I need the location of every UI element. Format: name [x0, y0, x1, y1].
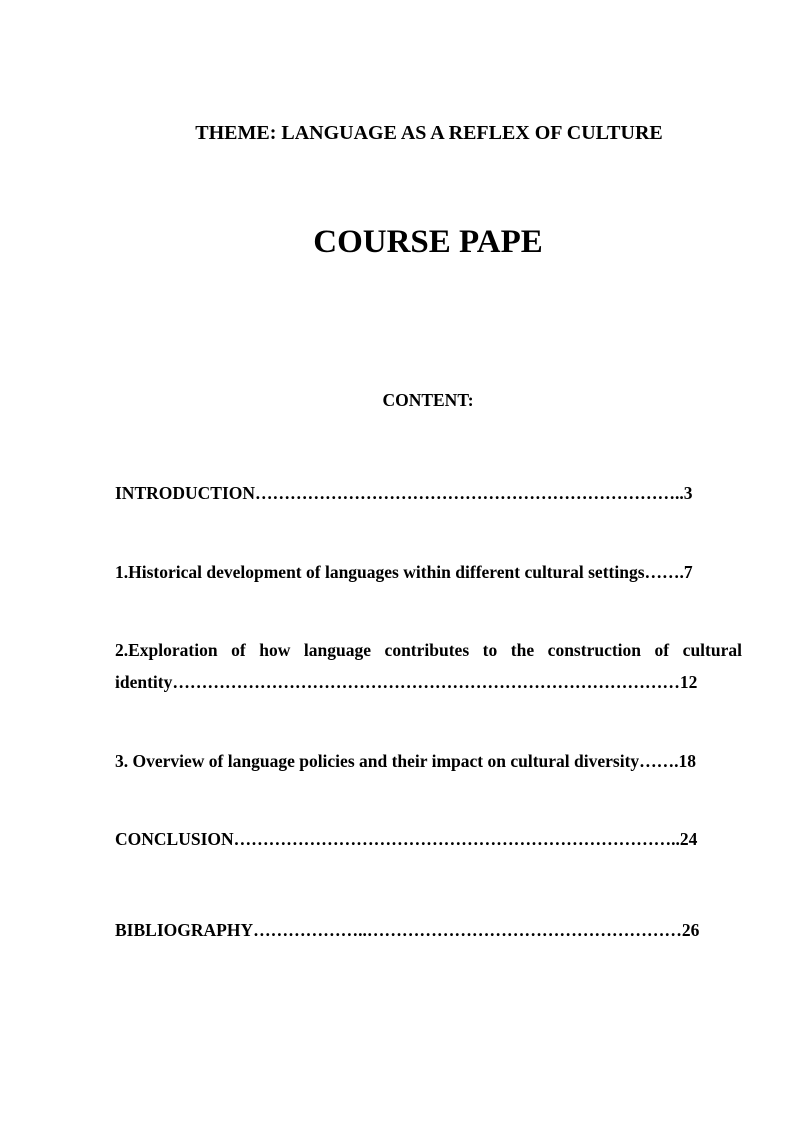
toc-entry-exploration-line1: 2.Exploration of how language contributes to the construction of cultural — [115, 640, 742, 660]
page-title: COURSE PAPE — [313, 224, 543, 260]
toc-entry-conclusion: CONCLUSION…………………………………………………………………..24 — [115, 829, 698, 849]
content-heading: CONTENT: — [382, 390, 474, 410]
theme-title: THEME: LANGUAGE AS A REFLEX OF CULTURE — [195, 122, 663, 144]
toc-entry-historical-development: 1.Historical development of languages within different cultural settings…….7 — [115, 562, 693, 582]
toc-entry-exploration-line2: identity……………………………………………………………………………12 — [115, 672, 698, 692]
toc-entry-bibliography: BIBLIOGRAPHY………………..………………………………………………26 — [115, 920, 700, 940]
toc-entry-language-policies: 3. Overview of language policies and their impact on cultural diversity…….18 — [115, 751, 697, 771]
toc-entry-introduction: INTRODUCTION………………………………………………………………..3 — [115, 483, 693, 503]
